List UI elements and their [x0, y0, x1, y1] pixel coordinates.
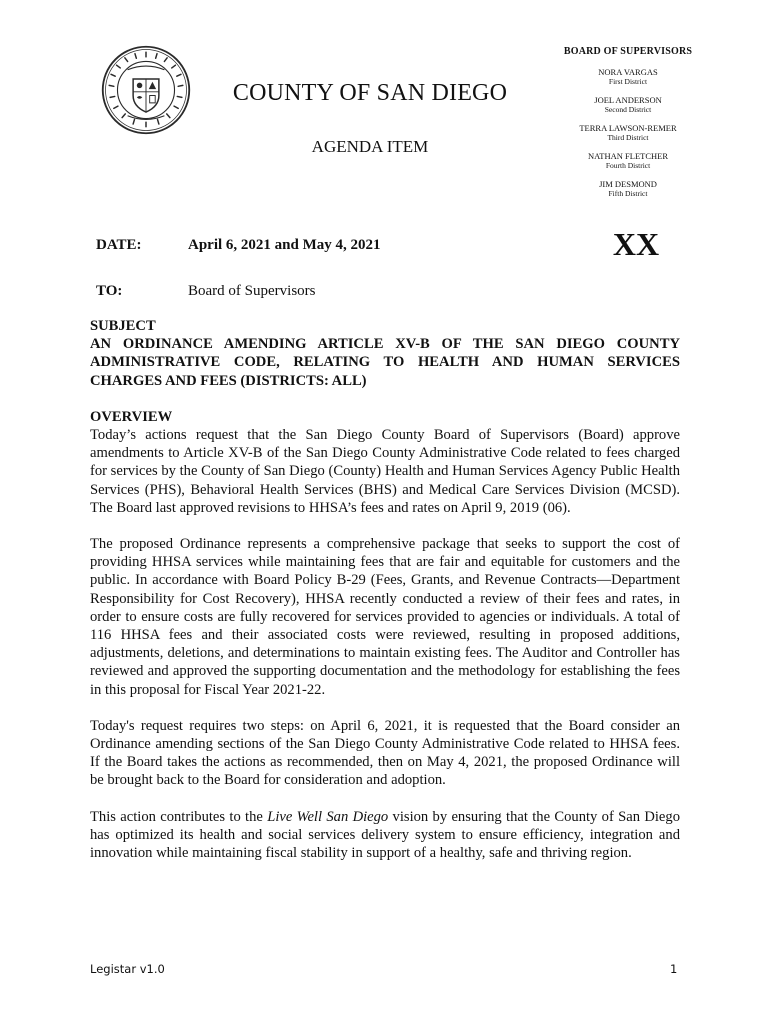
overview-paragraph: Today’s actions request that the San Diego County Board of Supervisors (Board) approve amendments to Article XV-B of the San Diego County Administrative Code related to fees charged for services by the County of San Diego (County) Health and Human Services Agency Public Health Services (PHS), Behavioral Health Services (BHS) and Medical Care Services Division (MCSD). The Board last approved revisions to HHSA’s fees and rates on April 9, 2019 (06). — [90, 427, 680, 516]
live-well-emphasis: Live Well San Diego — [267, 808, 389, 825]
date-label: DATE: — [96, 237, 142, 253]
county-seal-icon — [100, 44, 192, 136]
paragraph-text: vision by ensuring that the County of San Diego has optimized its health and social services delivery system to ensure efficiency, integration and innovation while maintaining fiscal stability in support of a healthy, safe and thriving region. — [90, 808, 680, 862]
board-member — [530, 95, 726, 115]
member-district: Fourth District — [605, 161, 651, 170]
overview-paragraph: The proposed Ordinance represents a comprehensive package that seeks to support the cost of providing HHSA services while maintaining fees that are fair and equitable for customers and the public. In accordance with Board Policy B-29 (Fees, Grants, and Revenue Contracts—Department Responsibility for Cost Recovery), HHSA recently conducted a review of their fees and rates, in order to ensure costs are fully recovered for services provided to agencies or individuals. A total of 116 HHSA fees and their associated costs were reviewed, resulting in proposed additions, adjustments, deletions, and determinations to maintain existing fees. The Auditor and Controller has reviewed and approved the supporting documentation and the methodology for establishing the fees in this proposal for Fiscal Year 2021-22. — [90, 536, 680, 698]
to-value: Board of Supervisors — [188, 283, 316, 299]
overview-paragraph — [90, 808, 680, 863]
document-body — [90, 317, 680, 880]
page-number: 1 — [670, 962, 678, 976]
board-of-supervisors — [530, 46, 726, 207]
subject-heading: SUBJECT — [90, 318, 156, 334]
date-value: April 6, 2021 and May 4, 2021 — [188, 237, 381, 253]
footer-version: Legistar v1.0 — [90, 962, 165, 976]
agenda-item-label: AGENDA ITEM — [311, 137, 429, 156]
county-title: COUNTY OF SAN DIEGO — [232, 80, 508, 106]
to-label: TO: — [96, 283, 123, 299]
subject-text: AN ORDINANCE AMENDING ARTICLE XV-B OF THE SAN DIEGO COUNTY ADMINISTRATIVE CODE, RELATING TO HEALTH AND HUMAN SERVICES CHARGES AND FEES (DISTRICTS: ALL) — [90, 336, 680, 389]
overview-paragraph: Today's request requires two steps: on April 6, 2021, it is requested that the Board consider an Ordinance amending sections of the San Diego County Administrative Code related to HHSA fees. If the Board takes the actions as recommended, then on May 4, 2021, the proposed Ordinance will be brought back to the Board for consideration and adoption. — [90, 717, 680, 789]
member-name: JIM DESMOND — [599, 179, 657, 189]
member-district: Third District — [607, 133, 649, 142]
board-member — [530, 67, 726, 87]
board-member — [530, 179, 726, 199]
item-number: XX — [612, 226, 660, 262]
member-district: First District — [608, 77, 648, 86]
paragraph-text: This action contributes to the — [90, 808, 268, 825]
board-member — [530, 123, 726, 143]
overview-heading: OVERVIEW — [90, 408, 173, 425]
member-name: JOEL ANDERSON — [594, 95, 662, 105]
member-name: NORA VARGAS — [598, 67, 658, 77]
board-member — [530, 151, 726, 171]
member-district: Second District — [604, 105, 652, 114]
member-name: TERRA LAWSON-REMER — [579, 123, 677, 133]
board-heading: BOARD OF SUPERVISORS — [563, 46, 693, 57]
member-district: Fifth District — [608, 189, 648, 198]
member-name: NATHAN FLETCHER — [587, 151, 669, 161]
